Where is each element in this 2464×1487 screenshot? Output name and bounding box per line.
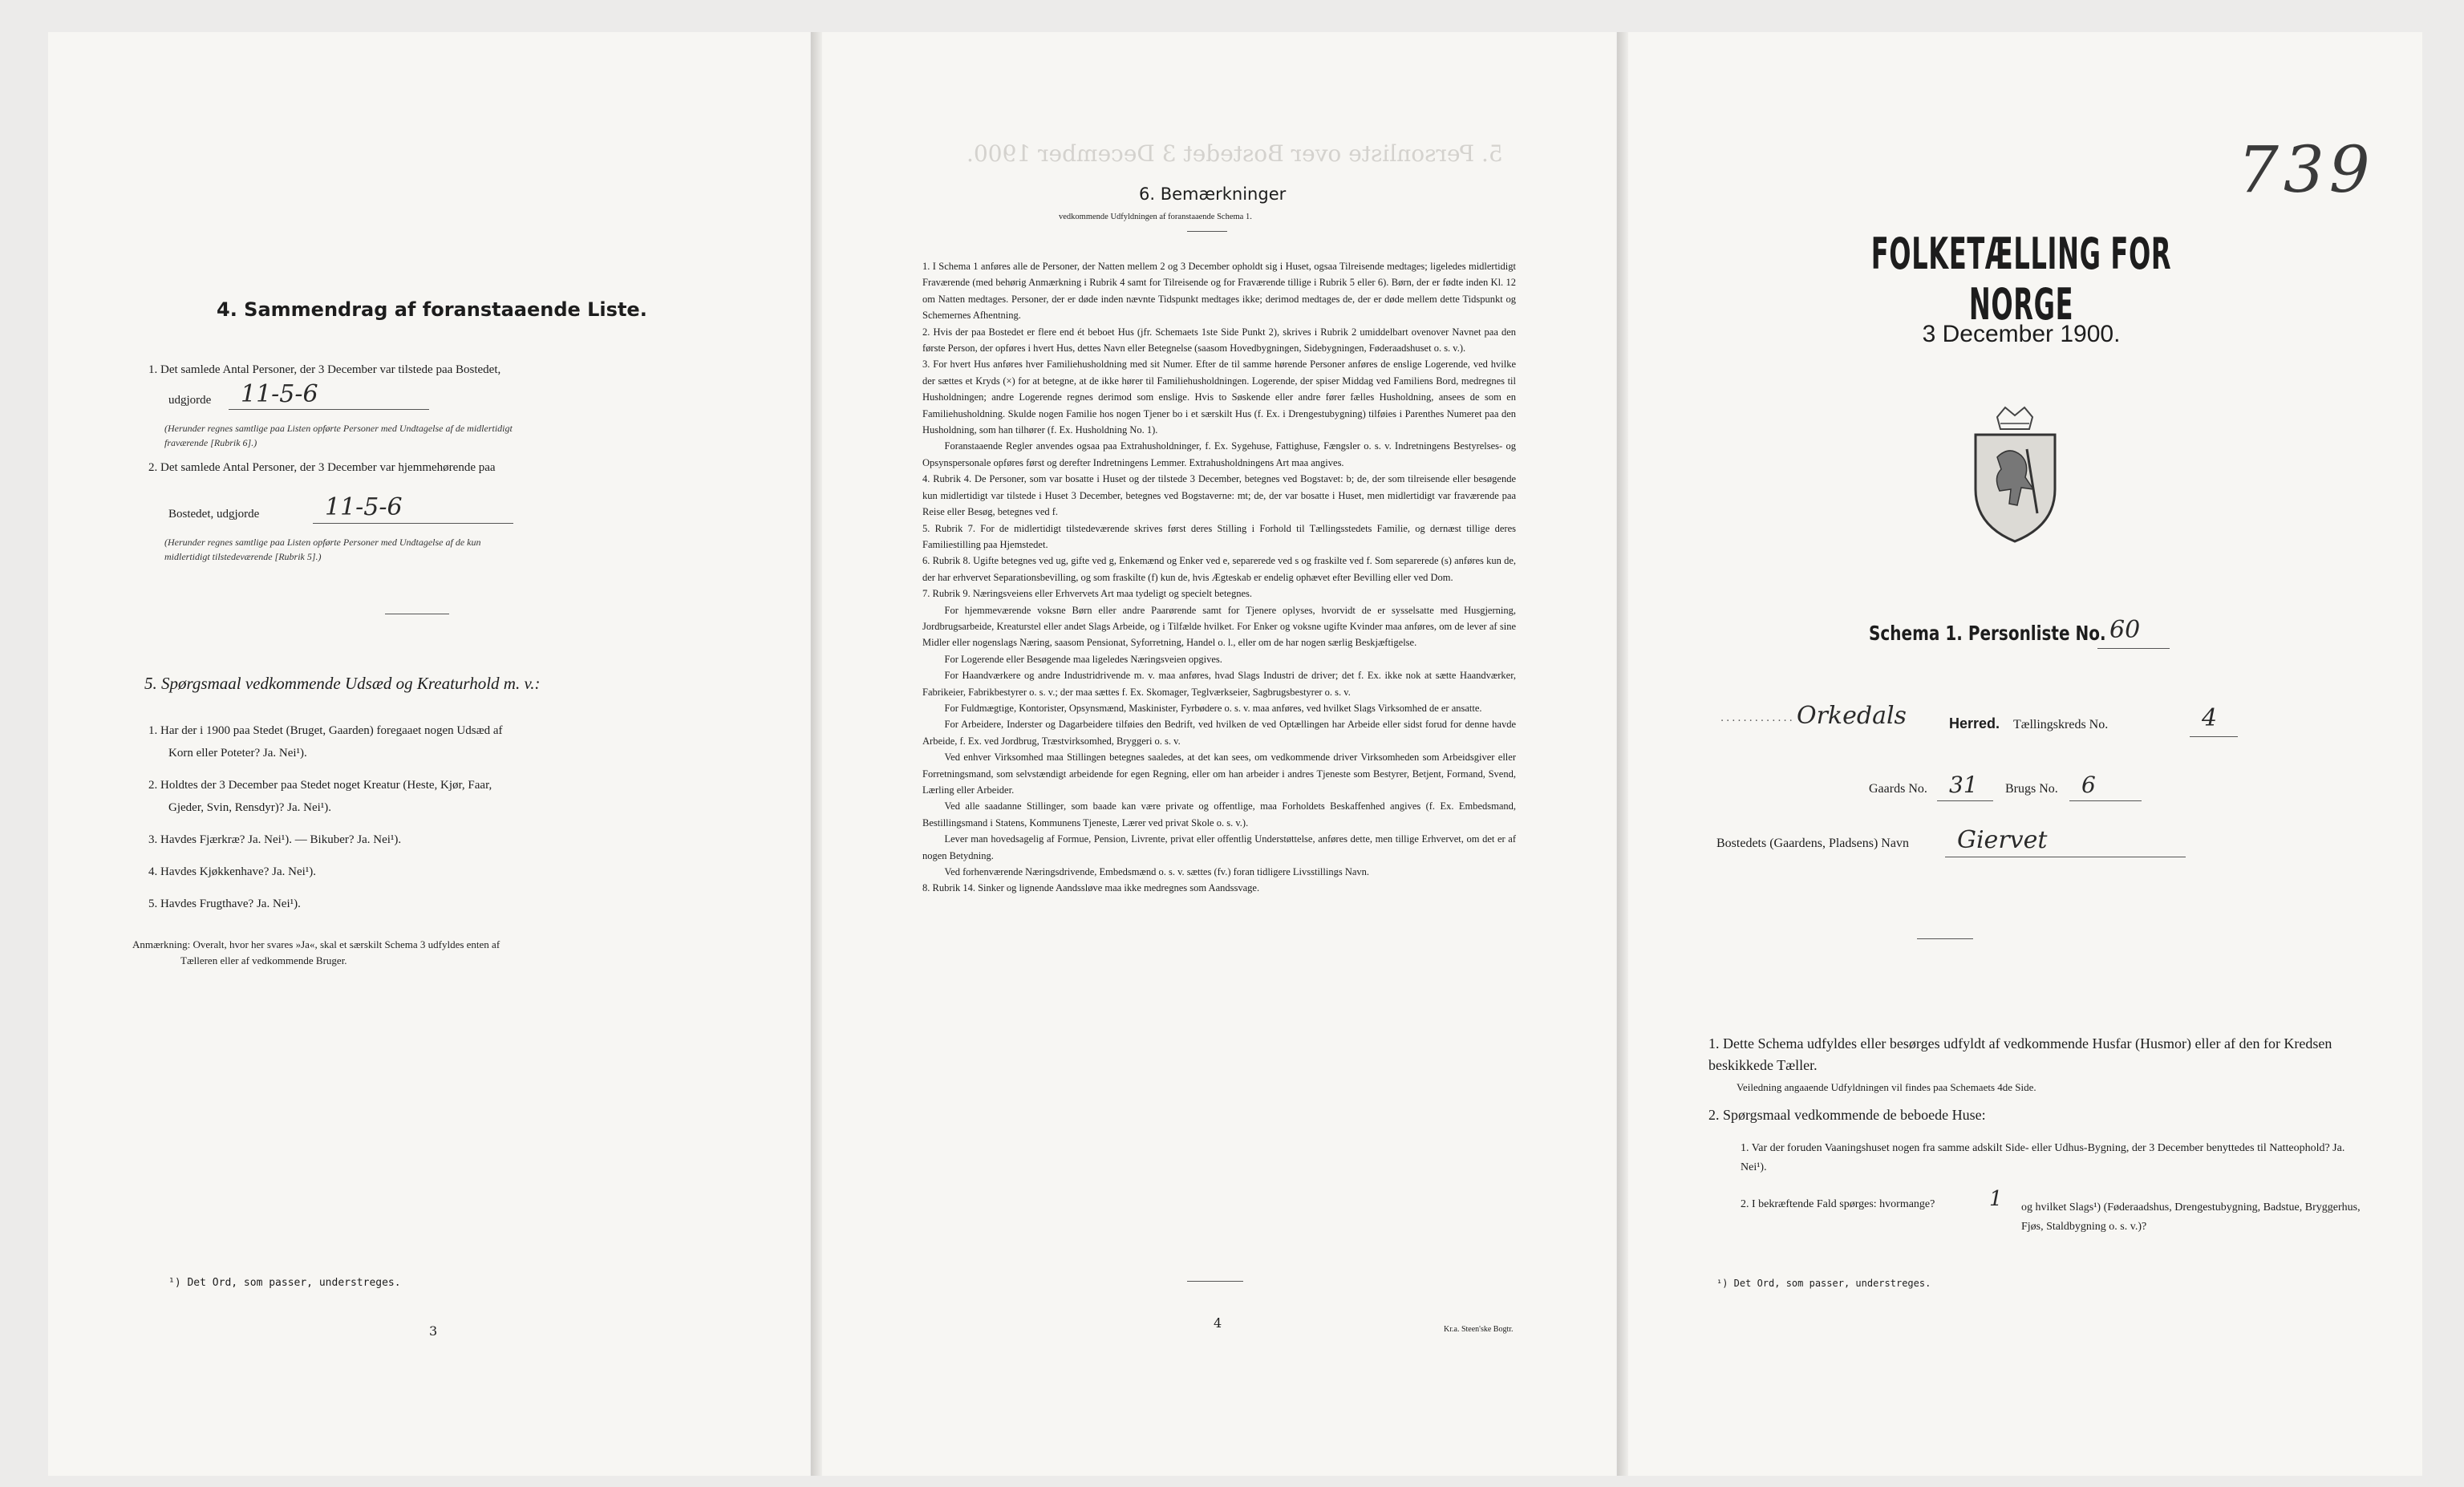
- page-number: 4: [1214, 1315, 1222, 1331]
- house-question-1: 1. Var der foruden Vaaningshuset nogen fra samme adskilt Side- eller Udhus-Bygning, der 3 December benyttedes til Natteophold? Ja. Nei¹).: [1741, 1142, 2345, 1173]
- remark-paragraph: Foranstaaende Regler anvendes ogsaa paa Extrahusholdninger, f. Ex. Sygehuse, Fattighuse, Fængsler o. s. v. Indretningens Bestyrelses- og Opsynspersonale opføres først og derefter Indretningens Lemmer. Extrahusholdningens Art maa angives.: [922, 440, 1516, 468]
- remark-paragraph: For hjemmeværende voksne Børn eller andre Paarørende samt for Tjenere oplyses, hvorvidt de er sysselsatte med Husgjerning, Jordbrugsarbeide, Kreaturstel eller andet Slags Arbeide, og i Tilfælde hvilket. For Enker og voksne ugifte Kvinder maa anføres, om de lever af sine Midler eller nogenslags Næring, saasom Pensionat, Syforretning, Handel o. l., eller om de har nogen særlig Beskjæftigelse.: [922, 604, 1516, 649]
- summary-item-1-value: 11-5-6: [241, 380, 318, 408]
- kreds-label: Tællingskreds No.: [2013, 718, 2109, 731]
- remark-paragraph: For Logerende eller Besøgende maa ligeledes Næringsveien opgives.: [944, 653, 1222, 665]
- remarks-title: 6. Bemærkninger: [1139, 184, 1287, 204]
- remark: Anmærkning: Overalt, hvor her svares »Ja«, skal et særskilt Schema 3 udfyldes enten af: [132, 938, 500, 950]
- remark-paragraph: 4. Rubrik 4. De Personer, som var bosatte i Huset og der tilstede 3 December, betegnes ved Bogstavet: b; de, der som tilreisende eller besøgende kun midlertidigt var tilstede i Huset 3 December, betegnes ved Bogstaverne: mt; de, der var bosatte i Huset, men midlertidigt var fraværende paa Reise eller Besøg, betegnes ved f.: [922, 473, 1516, 518]
- remark-paragraph: 8. Rubrik 14. Sinker og lignende Aandssløve maa ikke medregnes som Aandssvage.: [922, 882, 1260, 894]
- summary-item-2-note-2: midlertidigt tilstedeværende [Rubrik 5].): [164, 551, 322, 562]
- house-question-2-types: og hvilket Slags¹) (Føderaadshus, Drengestubygning, Badstue, Bryggerhus, Fjøs, Staldbygning o. s. v.)?: [2021, 1201, 2361, 1233]
- remark-paragraph: For Haandværkere og andre Industridrivende m. v. maa anføres, hvad Slags Industri de driver; det f. Ex. ikke nok at sætte Haandværker, Fabrikeier, Fabrikbestyrer o. s. v.; der maa sættes f. Ex. Skomager, Teglværkseier, Sagbrugsbestyrer o. s. v.: [922, 670, 1516, 698]
- bosted-label: Bostedets (Gaardens, Pladsens) Navn: [1716, 837, 1909, 850]
- summary-item-2-note: (Herunder regnes samtlige paa Listen opførte Personer med Undtagelse af de kun: [164, 537, 481, 548]
- brug-value: 6: [2081, 772, 2096, 798]
- instruction-1-note: Veiledning angaaende Udfyldningen vil findes paa Schemaets 4de Side.: [1737, 1081, 2036, 1093]
- heading-summary: 4. Sammendrag af foranstaaende Liste.: [217, 298, 647, 321]
- page-4: [822, 32, 1616, 1476]
- question-1-answer: Korn eller Poteter? Ja. Nei¹).: [168, 747, 307, 760]
- herred-label: Herred.: [1949, 715, 2000, 731]
- footnote: ¹) Det Ord, som passer, understreges.: [168, 1277, 401, 1289]
- question-4: 4. Havdes Kjøkkenhave? Ja. Nei¹).: [148, 865, 317, 878]
- page-number: 3: [429, 1323, 438, 1339]
- question-5: 5. Havdes Frugthave? Ja. Nei¹).: [148, 897, 301, 910]
- bleed-through-title: 5. Personliste over Bostedet 3 December 1900.: [967, 140, 1503, 167]
- house-question-2-value: 1: [1989, 1187, 2003, 1211]
- question-1: 1. Har der i 1900 paa Stedet (Bruget, Gaarden) foregaaet nogen Udsæd af: [148, 724, 503, 737]
- summary-item-1-label: udgjorde: [168, 394, 212, 407]
- page-3: [48, 32, 810, 1476]
- summary-item-2-value: 11-5-6: [325, 493, 403, 521]
- summary-item-1: 1. Det samlede Antal Personer, der 3 December var tilstede paa Bostedet,: [148, 363, 501, 376]
- remark-paragraph: For Fuldmægtige, Kontorister, Opsynsmænd, Maskinister, Fyrbødere o. s. v. maa anføres, ved hvilket Slags Virksomhed de er ansatte.: [944, 702, 1482, 714]
- remark-paragraph: 7. Rubrik 9. Næringsveiens eller Erhvervets Art maa tydeligt og specielt betegnes.: [922, 588, 1253, 600]
- remark-paragraph: 1. I Schema 1 anføres alle de Personer, der Natten mellem 2 og 3 December opholdt sig i Huset, ogsaa Tilreisende medtages; ligeledes midlertidigt Fraværende (med behørig Anmærkning i Rubrik 4 samt for Tilreisende og for Fraværende tillige i Rubrik 5 eller 6). Børn, der er fødte inden Kl. 12 om Natten medtages. Personer, der er døde inden nævnte Tidspunkt medtages ikke; derimod medtages de, der er døde mellem dette Tidspunkt og Schemernes Afhentning.: [922, 261, 1516, 322]
- census-title: FOLKETÆLLING FOR NORGE: [1870, 229, 2172, 330]
- gaard-value: 31: [1949, 772, 1978, 798]
- herred-value: Orkedals: [1797, 702, 1907, 730]
- kreds-value: 4: [2202, 704, 2218, 732]
- remark-paragraph: 2. Hvis der paa Bostedet er flere end ét beboet Hus (jfr. Schemaets 1ste Side Punkt 2), skrives i Rubrik 2 umiddelbart ovenover Navnet paa den første Person, der opføres i hvert Hus, dettes Navn eller Betegnelse (saasom Hovedbygningen, Sidebygningen, Føderaadshuset o. s. v.).: [922, 326, 1516, 355]
- remarks-body: [922, 258, 1516, 897]
- personliste-number: 60: [2109, 616, 2141, 644]
- remark-paragraph: Ved enhver Virksomhed maa Stillingen betegnes saaledes, at det kan sees, om vedkommende driver Virksomheden som Arbeidsgiver eller Forretningsmand, som selvstændigt arbeidende for egen Regning, eller om han arbeider i andres Tjeneste som Bestyrer, Betjent, Formand, Svend, Lærling eller Arbeider.: [922, 752, 1516, 796]
- printer-mark: Kr.a. Steen'ske Bogtr.: [1444, 1325, 1514, 1334]
- schema-label: Schema 1. Personliste No.: [1869, 622, 2106, 645]
- question-2: 2. Holdtes der 3 December paa Stedet noget Kreatur (Heste, Kjør, Faar,: [148, 779, 492, 792]
- norway-coat-of-arms: [1961, 401, 2069, 549]
- remark-paragraph: Ved alle saadanne Stillinger, som baade kan være private og offentlige, maa Forholdets Beskaffenhed angives (f. Ex. Embedsmand, Bestillingsmand i Statens, Kommunens Tjeneste, Lærer ved privat Skole o. s. v.).: [922, 800, 1516, 829]
- gaard-label: Gaards No.: [1869, 782, 1927, 796]
- remark-paragraph: 3. For hvert Hus anføres hver Familiehusholdning med sit Numer. Efter de til samme hørende Personer anføres de enslige Logerende, ved hvilke der sættes et Kryds (×) for at betegne, at de ikke hører til Familiehusholdningen. Logerende, der spiser Middag ved Familiens Bord, medregnes til Husholdningen; andre Logerende regnes derimod som enslige. Hvis to Søskende eller andre fører fælles Husholdning, ansees de som en Familiehusholdning. Skulde nogen Familie hos nogen Tjener bo i et særskilt Hus (f. Ex. i Drengestubygning) tilføies i Parenthes Numeret paa den Husholdning, som han tilhører (f. Ex. Husholdning No. 1).: [922, 359, 1516, 436]
- remark-2: Tælleren eller af vedkommende Bruger.: [180, 954, 347, 966]
- summary-item-2-label: Bostedet, udgjorde: [168, 508, 260, 521]
- instruction-1: 1. Dette Schema udfyldes eller besørges udfyldt af vedkommende Husfar (Husmor) eller af den for Kredsen beskikkede Tæller.: [1708, 1035, 2332, 1073]
- remark-paragraph: Lever man hovedsagelig af Formue, Pension, Livrente, privat eller offentlig Understøttelse, anføres dette, men tillige Erhvervet, om det er af nogen Betydning.: [922, 833, 1516, 861]
- question-3: 3. Havdes Fjærkræ? Ja. Nei¹). — Bikuber? Ja. Nei¹).: [148, 833, 402, 846]
- remark-paragraph: Ved forhenværende Næringsdrivende, Embedsmænd o. s. v. sættes (fv.) foran tidligere Livsstillings Navn.: [944, 866, 1370, 878]
- remark-paragraph: 6. Rubrik 8. Ugifte betegnes ved ug, gifte ved g, Enkemænd og Enker ved e, separerede ved s og fraskilte ved f. Som separerede (s) anføres kun de, der har erhvervet Separationsbevilling, og som fraskilte (f) kun de, hvis Ægteskab er endelig ophævet efter Bevilling eller ved Dom.: [922, 555, 1516, 583]
- heading-questions: 5. Spørgsmaal vedkommende Udsæd og Kreaturhold m. v.:: [144, 674, 541, 693]
- page-5: 739 FOLKETÆLLING FOR NORGE 3 December 1900. Schema 1. Personliste No. 60 ............. Orkedals Herred. Tællingskreds No. 4 Gaards No. 31 Brugs No. 6 Bostedets (Gaardens, Pladsens) Navn Giervet 1. Dette Schema udfyldes eller besørges udfyldt af vedkommende Husfar (Husmor) eller af den for Kredsen beskikkede Tæller. Veiledning angaaende Udfyldningen vil findes paa Schemaets 4de Side. 2. Spørgsmaal vedkommende de beboede Huse: 1. Var der foruden Vaaningshuset nogen fra samme adskilt Side- eller Udhus-Bygning, der 3 December benyttedes til Natteophold? Ja. Nei¹). 2. I bekræftende Fald spørges: hvormange? 1 og hvilket Slags¹) (Føderaadshus, Drengestubygning, Badstue, Bryggerhus, Fjøs, Staldbygning o. s. v.)? ¹) Det Ord, som passer, understreges.: [1628, 32, 2422, 1476]
- brug-label: Brugs No.: [2005, 782, 2058, 796]
- footnote: ¹) Det Ord, som passer, understreges.: [1716, 1278, 1931, 1289]
- bosted-value: Giervet: [1957, 826, 2048, 854]
- census-date: 3 December 1900.: [1922, 321, 2121, 347]
- house-question-2: 2. I bekræftende Fald spørges: hvormange?: [1741, 1198, 1935, 1210]
- remark-paragraph: 5. Rubrik 7. For de midlertidigt tilstedeværende skrives først deres Stilling i Forhold til Tællingsstedets Familie, og dernæst tillige deres Familiestilling paa Hjemstedet.: [922, 522, 1516, 550]
- summary-item-1-note-2: fraværende [Rubrik 6].): [164, 437, 257, 448]
- summary-item-2: 2. Det samlede Antal Personer, der 3 December var hjemmehørende paa: [148, 461, 496, 474]
- remarks-subtitle: vedkommende Udfyldningen af foranstaaende Schema 1.: [1059, 213, 1252, 221]
- instruction-2: 2. Spørgsmaal vedkommende de beboede Huse:: [1708, 1107, 1986, 1123]
- archive-number: 739: [2238, 132, 2375, 207]
- question-2-answer: Gjeder, Svin, Rensdyr)? Ja. Nei¹).: [168, 801, 332, 814]
- remark-paragraph: For Arbeidere, Inderster og Dagarbeidere tilføies den Bedrift, ved hvilken de ved Optællingen har Arbeide eller sidst forud for denne havde Arbeide, f. Ex. ved Jordbrug, Træstvirksomhed, Bryggeri o. s. v.: [922, 719, 1516, 747]
- summary-item-1-note: (Herunder regnes samtlige paa Listen opførte Personer med Undtagelse af de midlertidigt: [164, 423, 513, 434]
